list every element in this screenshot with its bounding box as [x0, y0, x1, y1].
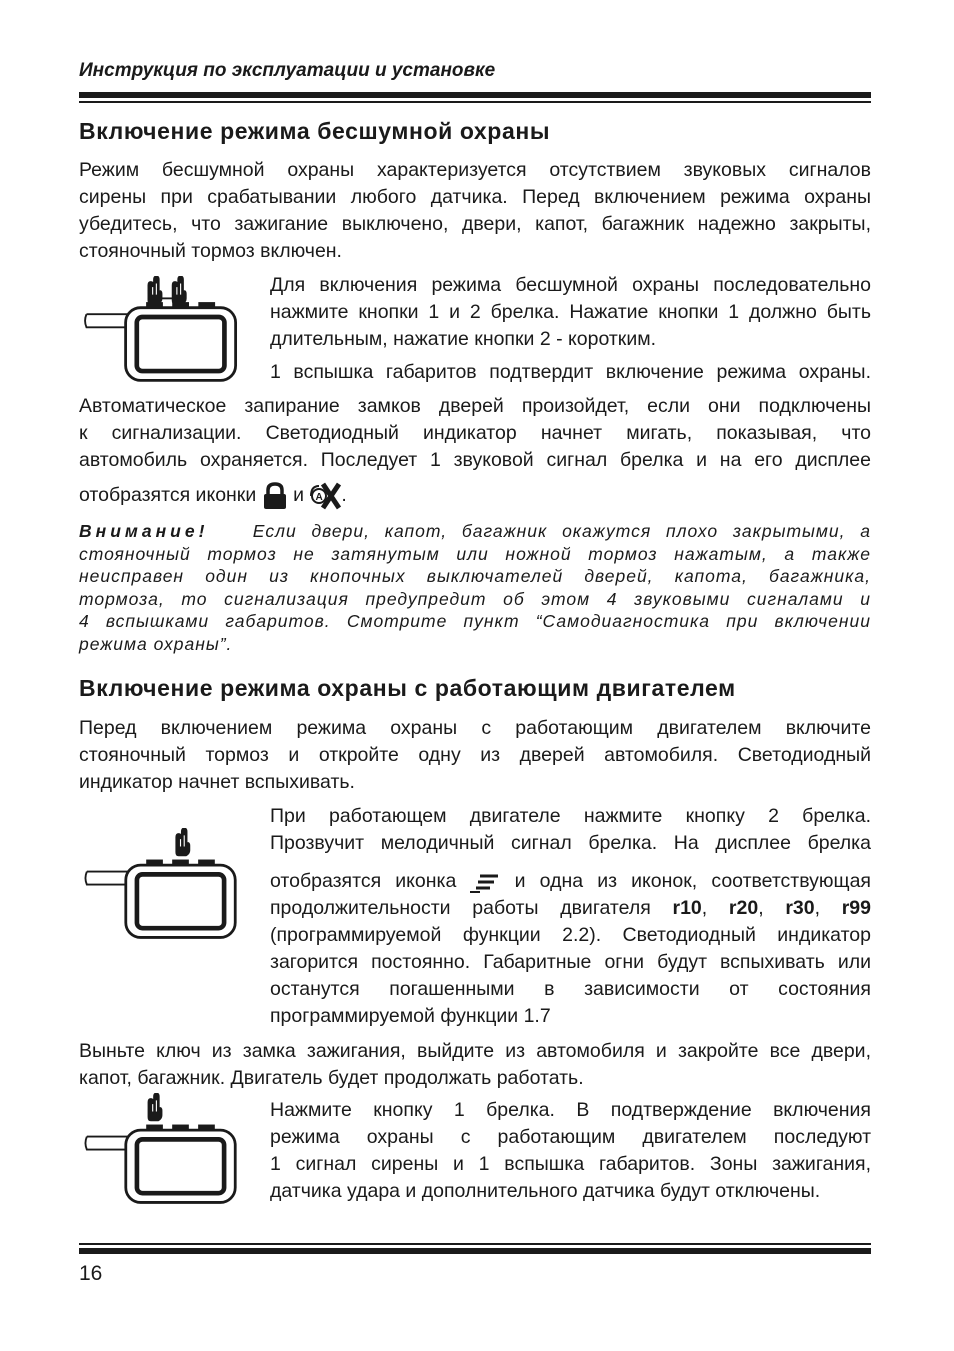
header-rule-thick — [79, 92, 871, 98]
text-line: длительным, нажатие кнопки 2 - коротким. — [270, 328, 657, 350]
duration-text: продолжительности работы двигателя — [270, 897, 651, 919]
text-line: к сигнализации. Светодиодный индикатор начнет мигать, показывая, что — [79, 422, 871, 444]
text-line: неисправен один из кнопочных выключателей дверей, капота, багажника, — [79, 566, 871, 586]
section2-intro — [79, 715, 871, 796]
text-line: убедитесь, что зажигание выключено, двери, капот, багажник надежно закрыты, — [79, 213, 871, 235]
text-line: стояночный тормоз и откройте одну из дверей автомобиля. Светодиодный — [79, 744, 871, 766]
section1-intro — [79, 157, 871, 265]
manual-page — [79, 0, 871, 1351]
text-line: Режим бесшумной охраны характеризуется отсутствием звуковых сигналов — [79, 159, 871, 181]
icon-text: отобразятся иконка — [270, 870, 457, 892]
padlock-icon — [262, 482, 288, 510]
text-line: программируемой функции 1.7 — [270, 1005, 551, 1027]
icon-text: и одна из иконок, соответствующая — [514, 870, 871, 892]
section2-title: Включение режима охраны с работающим двигателем — [79, 675, 736, 701]
text-line: Прозвучит мелодичный сигнал брелка. На дисплее брелка — [270, 832, 871, 854]
text-line: При работающем двигателе нажмите кнопку 2 брелка. — [270, 805, 871, 827]
text-line: продолжительности работы двигателя r10, r20, r30, r99 — [270, 897, 871, 919]
key-fob-icon — [79, 276, 244, 386]
page-number: 16 — [79, 1262, 103, 1285]
silent-mode-icon — [309, 482, 341, 510]
section2-step1-icon — [270, 868, 871, 1030]
text-line: Для включения режима бесшумной охраны последовательно — [270, 274, 871, 296]
key-fob-icon — [79, 828, 244, 943]
duration-r30: r30 — [785, 897, 815, 919]
text-line: 1 сигнал сирены и 1 вспышка габаритов. Зоны зажигания, — [270, 1153, 871, 1175]
footer-rule-thin — [79, 1243, 871, 1245]
header-rule-thin — [79, 101, 871, 103]
running-title: Инструкция по эксплуатации и установке — [79, 60, 496, 81]
section1-auto-lock — [79, 393, 871, 474]
text-line: Перед включением режима охраны с работающим двигателем включите — [79, 717, 871, 739]
text-line: стояночный тормоз не затянутым или ножной тормоз нажатым, а также — [79, 543, 871, 564]
section2-exit — [79, 1038, 871, 1092]
text-line: стояночный тормоз включен. — [79, 240, 342, 262]
svg-text:A: A — [315, 492, 324, 503]
text-line: сирены при срабатывании любого датчика. Перед включением режима охраны — [79, 186, 871, 208]
text-line: индикатор начнет вспыхивать. — [79, 771, 355, 793]
text-line: нажмите кнопки 1 и 2 брелка. Нажатие кнопки 1 должно быть — [270, 301, 871, 323]
icons-conjunction: и — [293, 484, 304, 507]
section2-step2 — [270, 1097, 871, 1205]
section1-step — [270, 272, 871, 353]
warning-label: Внимание! — [79, 521, 209, 541]
text-line: режима охраны”. — [79, 633, 233, 654]
section2-step1 — [270, 803, 871, 857]
engine-run-icon — [470, 870, 500, 894]
text-line: автомобиль охраняется. Последует 1 звуковой сигнал брелка и на его дисплее — [79, 449, 871, 471]
warning-note — [79, 520, 871, 655]
section1-icons-line — [79, 482, 871, 510]
section1-confirm — [270, 359, 871, 386]
text-line: Нажмите кнопку 1 брелка. В подтверждение включения — [270, 1099, 871, 1121]
duration-r99: r99 — [841, 897, 871, 919]
duration-r10: r10 — [672, 897, 702, 919]
text-line: датчика удара и дополнительного датчика будут отключены. — [270, 1180, 821, 1202]
footer-rule-thick — [79, 1248, 871, 1254]
section1-title: Включение режима бесшумной охраны — [79, 118, 551, 144]
icons-text: отобразятся иконки — [79, 484, 257, 507]
text-line: Автоматическое запирание замков дверей произойдет, если они подключены — [79, 395, 871, 417]
text-line: 1 вспышка габаритов подтвердит включение режима охраны. — [270, 361, 871, 383]
text-line: загорится постоянно. Габаритные огни будут вспыхивать или — [270, 951, 871, 973]
text-line: Выньте ключ из замка зажигания, выйдите из автомобиля и закройте все двери, — [79, 1040, 871, 1062]
text-line: 4 вспышками габаритов. Смотрите пункт “Самодиагностика при включении — [79, 611, 871, 631]
text-line: останутся погашенными в зависимости от состояния — [270, 978, 871, 1000]
duration-r20: r20 — [728, 897, 759, 919]
text-line: режима охраны с работающим двигателем последуют — [270, 1126, 871, 1148]
text-line: (программируемой функции 2.2). Светодиодный индикатор — [270, 924, 871, 946]
key-fob-icon — [79, 1093, 244, 1208]
text-line: капот, багажник. Двигатель будет продолжать работать. — [79, 1067, 584, 1089]
text-line: тормоза, то сигнализация предупредит об этом 4 звуковыми сигналами и — [79, 588, 871, 609]
text-line: Если двери, капот, багажник окажутся плохо закрытыми, а — [252, 521, 871, 541]
text-line — [270, 868, 871, 895]
icons-period: . — [341, 484, 347, 507]
